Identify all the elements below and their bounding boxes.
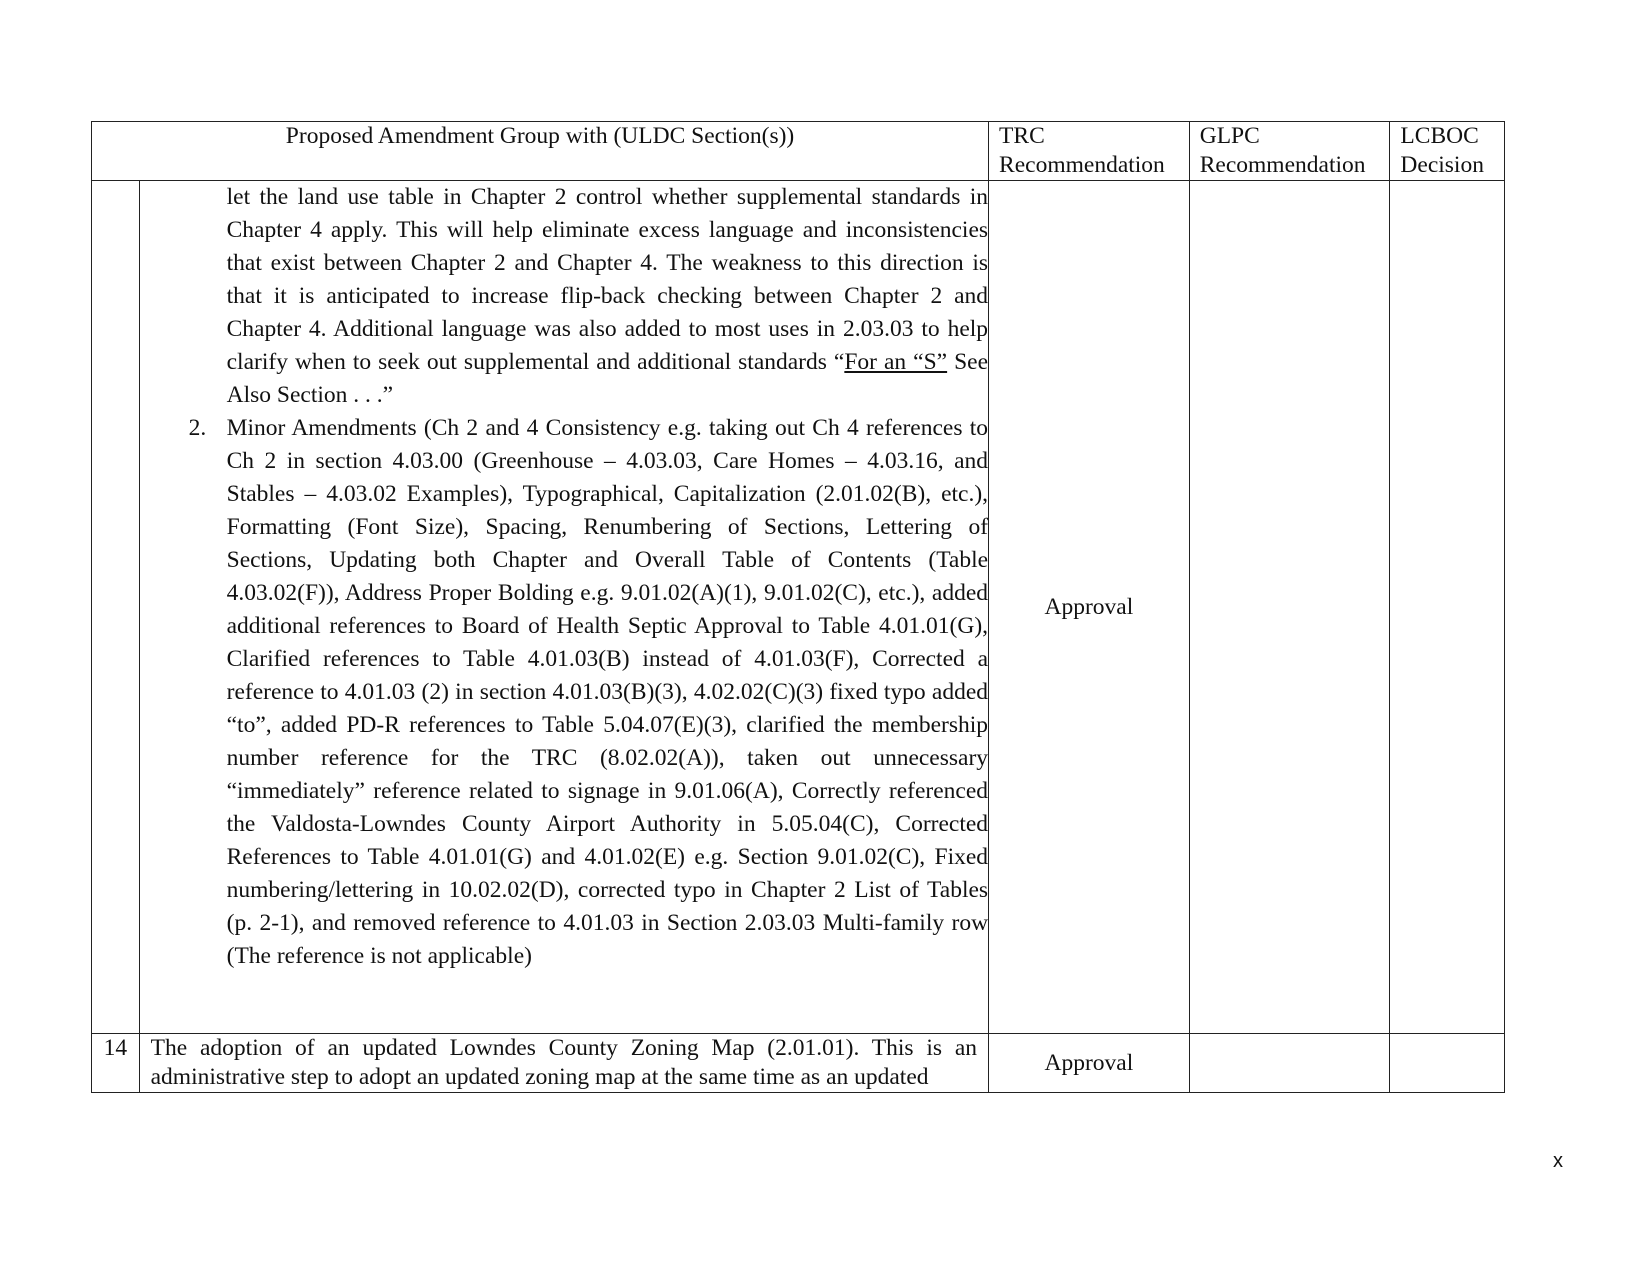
continuation-text-pre: let the land use table in Chapter 2 control whether supplemental standards in Chapter 4 apply. This will help eliminate excess language and inconsistencies that exist between Chapter 2 and Chapter 4. The weakness to this direction is that it is anticipated to increase flip-back checking between Chapter 2 and Chapter 4. Additional language was also added to most uses in 2.03.03 to help clarify when to seek out supplemental and additional standards “ xyxy=(226,184,989,375)
header-trc-line2: Recommendation xyxy=(999,152,1165,178)
header-row xyxy=(92,122,1505,181)
table-row-14 xyxy=(92,1034,1505,1093)
row-14-number: 14 xyxy=(92,1034,140,1093)
list-item-number: 2. xyxy=(188,415,207,441)
list-item-text: Minor Amendments (Ch 2 and 4 Consistency e.g. taking out Ch 4 references to Ch 2 in section 4.03.00 (Greenhouse – 4.03.03, Care Homes – 4.03.16, and Stables – 4.03.02 Examples), Typographical, Capitalization (2.01.02(B), etc.), Formatting (Font Size), Spacing, Renumbering of Sections, Lettering of Sections, Updating both Chapter and Overall Table of Contents (Table 4.03.02(F)), Address Proper Bolding e.g. 9.01.02(A)(1), 9.01.02(C), etc.), added additional references to Board of Health Septic Approval to Table 4.01.01(G), Clarified references to Table 4.01.03(B) instead of 4.01.03(F), Corrected a reference to 4.01.03 (2) in section 4.01.03(B)(3), 4.02.02(C)(3) fixed typo added “to”, added PD-R references to Table 5.04.07(E)(3), clarified the membership number reference for the TRC (8.02.02(A)), taken out unnecessary “immediately” reference related to signage in 9.01.06(A), Correctly referenced the Valdosta-Lowndes County Airport Authority in 5.05.04(C), Corrected References to Table 4.01.01(G) and 4.01.02(E) e.g. Section 9.01.02(C), Fixed numbering/lettering in 10.02.02(D), corrected typo in Chapter 2 List of Tables (p. 2-1), and removed reference to 4.01.03 in Section 2.03.03 Multi-family row (The reference is not applicable) xyxy=(226,415,989,969)
header-amendment-label: Proposed Amendment Group with (ULDC Section(s)) xyxy=(285,123,795,149)
header-trc-line1: TRC xyxy=(999,123,1045,149)
header-glpc-line2: Recommendation xyxy=(1199,152,1366,178)
list-item-number-cell xyxy=(140,412,227,973)
row-14-description: The adoption of an updated Lowndes County Zoning Map (2.01.01). This is an administrative step to adopt an updated zoning map at the same time as an updated xyxy=(139,1034,988,1093)
row-13-glpc-recommendation xyxy=(1189,181,1390,1034)
header-glpc-line1: GLPC xyxy=(1199,123,1260,149)
header-lcboc-line1: LCBOC xyxy=(1400,123,1479,149)
row-14-trc-recommendation: Approval xyxy=(989,1034,1190,1093)
header-amendment xyxy=(92,122,989,181)
header-trc xyxy=(989,122,1190,181)
row-13-lcboc-decision xyxy=(1390,181,1505,1034)
row-14-lcboc-decision xyxy=(1390,1034,1505,1093)
continuation-underlined-text: For an “S” xyxy=(844,349,948,375)
list-item-2 xyxy=(140,412,988,973)
page-corner-mark: x xyxy=(1553,1150,1563,1172)
header-lcboc-line2: Decision xyxy=(1400,152,1484,178)
row-13-trc-recommendation: Approval xyxy=(989,181,1190,1034)
header-glpc xyxy=(1189,122,1390,181)
row-13-number xyxy=(92,181,140,1034)
continuation-paragraph xyxy=(227,181,988,412)
row-13-description xyxy=(139,181,988,1034)
continuation-text-post: See Also Section . . .” xyxy=(226,349,989,408)
row-14-glpc-recommendation xyxy=(1189,1034,1390,1093)
header-lcboc xyxy=(1390,122,1505,181)
amendment-table xyxy=(91,121,1505,1093)
table-row-13 xyxy=(92,181,1505,1034)
